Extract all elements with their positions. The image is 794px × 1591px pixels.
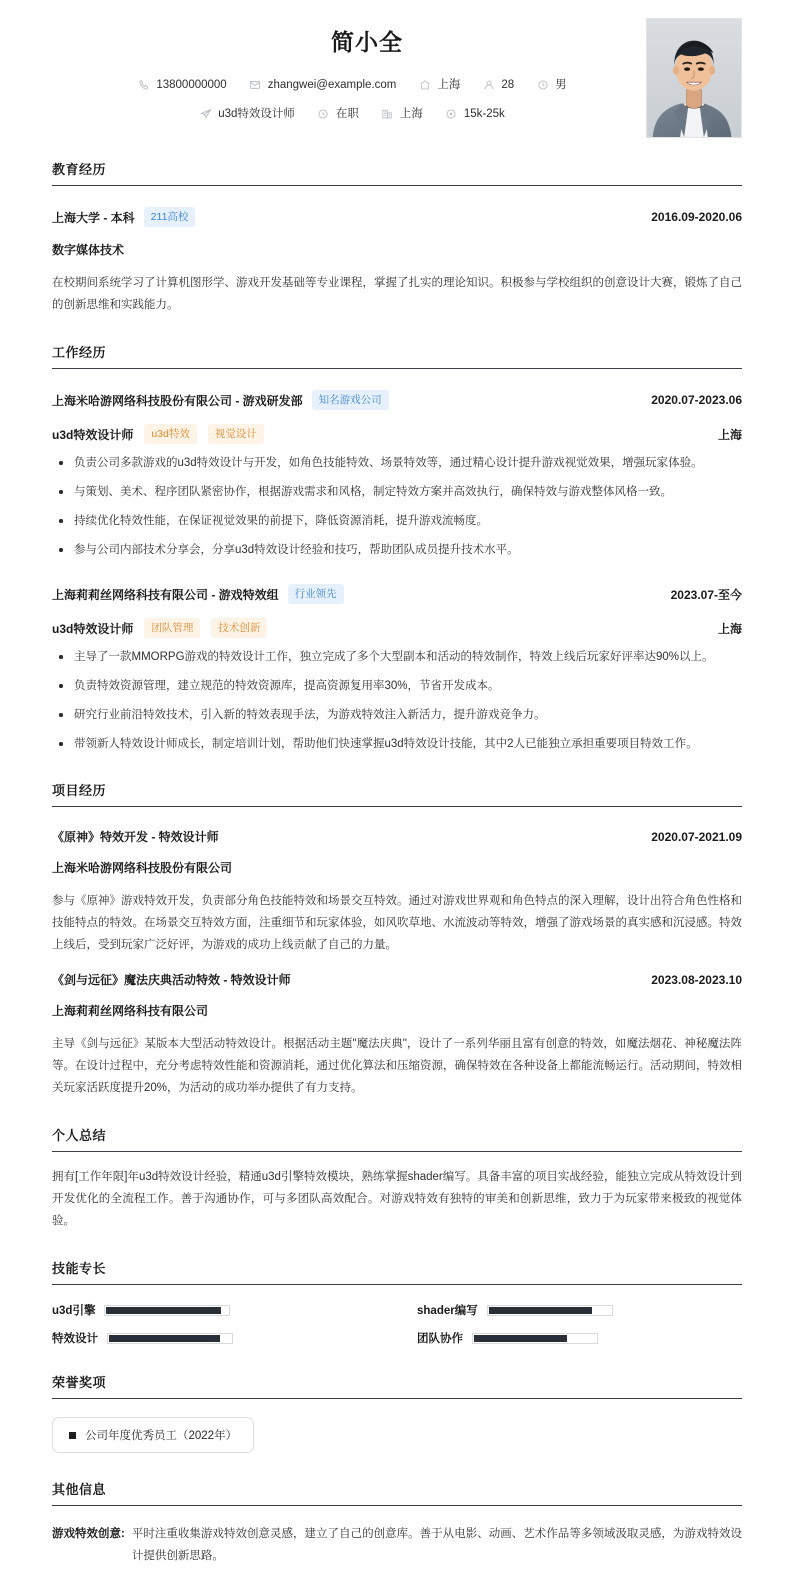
- work-entry-head-left: [52, 390, 389, 410]
- list-item: 带领新人特效设计师成长，制定培训计划，帮助他们快速掌握u3d特效设计技能，其中2人已能独立承担重要项目特效工作。: [52, 734, 742, 754]
- work-bullets: [52, 647, 742, 754]
- contact-line-primary: [52, 75, 652, 95]
- skill-name: 特效设计: [52, 1333, 98, 1345]
- home-icon: [418, 79, 431, 92]
- contact-city: [418, 75, 460, 95]
- work-entry: [52, 375, 742, 560]
- section-title-summary: 个人总结: [52, 1125, 742, 1152]
- section-summary: [0, 1125, 794, 1232]
- work-date: 2023.07-至今: [670, 587, 742, 602]
- skill-row: [417, 1302, 742, 1318]
- contact-status-value: 在职: [335, 108, 359, 120]
- skills-grid: [52, 1302, 742, 1346]
- education-entry-head-left: [52, 207, 195, 227]
- contact-phone-value: 13800000000: [156, 79, 227, 91]
- list-item: 负责特效资源管理，建立规范的特效资源库，提高资源复用率30%，节省开发成本。: [52, 676, 742, 696]
- list-item: 持续优化特效性能，在保证视觉效果的前提下，降低资源消耗，提升游戏流畅度。: [52, 511, 742, 531]
- education-school: 上海大学 - 本科: [52, 210, 135, 225]
- work-date: 2020.07-2023.06: [651, 393, 742, 407]
- project-entry: [52, 956, 742, 1099]
- list-item: 主导了一款MMORPG游戏的特效设计工作，独立完成了多个大型副本和活动的特效制作，特效上线后玩家好评率达90%以上。: [52, 647, 742, 667]
- section-title-other: 其他信息: [52, 1479, 742, 1506]
- contact-status: [317, 104, 359, 124]
- skill-progress-track: [104, 1305, 230, 1316]
- project-entry-head-left: [52, 828, 219, 845]
- contact-phone: [137, 75, 226, 95]
- work-entry-head-left: [52, 584, 344, 604]
- section-education: [0, 159, 794, 316]
- phone-icon: [137, 79, 150, 92]
- contact-salary-value: 15k-25k: [463, 108, 505, 120]
- list-item: 参与公司内部技术分享会，分享u3d特效设计经验和技巧，帮助团队成员提升技术水平。: [52, 540, 742, 560]
- project-name: 《剑与远征》魔法庆典活动特效 - 特效设计师: [52, 973, 291, 987]
- contact-line-secondary: [52, 104, 652, 124]
- contact-gender: [536, 75, 567, 95]
- list-item: 与策划、美术、程序团队紧密协作，根据游戏需求和风格，制定特效方案并高效执行，确保特效与游戏整体风格一致。: [52, 482, 742, 502]
- contact-position: [199, 104, 295, 124]
- project-company: 上海米哈游网络科技股份有限公司: [52, 861, 233, 875]
- awards-list: [52, 1417, 742, 1453]
- contact-work-city: [381, 104, 423, 124]
- skill-progress-track: [487, 1305, 613, 1316]
- contact-block: [52, 75, 742, 124]
- education-description: 在校期间系统学习了计算机图形学、游戏开发基础等专业课程，掌握了扎实的理论知识。积极参与学校组织的创意设计大赛，锻炼了自己的创新思维和实践能力。: [52, 277, 742, 311]
- salary-icon: [445, 108, 458, 121]
- project-entry: [52, 813, 742, 956]
- section-skills: [0, 1258, 794, 1346]
- project-entry-head-left: [52, 971, 291, 988]
- work-entry: [52, 569, 742, 754]
- work-company: 上海莉莉丝网络科技有限公司 - 游戏特效组: [52, 587, 279, 602]
- work-role: u3d特效设计师: [52, 621, 134, 636]
- contact-city-value: 上海: [437, 79, 461, 91]
- other-info-text: 平时注重收集游戏特效创意灵感，建立了自己的创意库。善于从电影、动画、艺术作品等多领域汲取灵感，为游戏特效设计提供创新思路。: [131, 1528, 742, 1562]
- award-label: 公司年度优秀员工（2022年）: [85, 1430, 238, 1442]
- section-title-education: 教育经历: [52, 159, 742, 186]
- work-role-left: [52, 618, 267, 638]
- contact-age-value: 28: [501, 79, 515, 91]
- other-info-label: 游戏特效创意:: [52, 1528, 125, 1540]
- contact-position-value: u3d特效设计师: [218, 108, 295, 120]
- work-location: 上海: [717, 427, 742, 442]
- skill-progress-fill: [106, 1307, 221, 1314]
- skill-row: [52, 1330, 377, 1346]
- work-company-tag: 知名游戏公司: [312, 390, 389, 410]
- section-title-skills: 技能专长: [52, 1258, 742, 1285]
- page-title: 简小全: [331, 29, 403, 55]
- skill-name: u3d引擎: [52, 1305, 96, 1317]
- section-work: [0, 342, 794, 754]
- section-title-project: 项目经历: [52, 780, 742, 807]
- project-date: 2020.07-2021.09: [651, 829, 742, 844]
- education-major: 数字媒体技术: [52, 243, 125, 257]
- education-tag: 211高校: [144, 207, 196, 227]
- section-project: [0, 780, 794, 1099]
- square-bullet-icon: [69, 1432, 76, 1439]
- work-role-row: [52, 618, 742, 638]
- other-info-row: [52, 1523, 742, 1567]
- building-icon: [381, 108, 394, 121]
- education-date: 2016.09-2020.06: [651, 210, 742, 224]
- project-entry-head: [52, 828, 742, 845]
- send-icon: [199, 108, 212, 121]
- project-date: 2023.08-2023.10: [651, 972, 742, 987]
- contact-work-city-value: 上海: [399, 108, 423, 120]
- status-icon: [317, 108, 330, 121]
- contact-email: [249, 75, 397, 95]
- skill-progress-track: [472, 1333, 598, 1344]
- work-bullets: [52, 453, 742, 560]
- page-bottom-spacer: [0, 1567, 794, 1591]
- contact-email-value: zhangwei@example.com: [267, 79, 397, 91]
- work-company-tag: 行业领先: [288, 584, 344, 604]
- section-title-awards: 荣誉奖项: [52, 1372, 742, 1399]
- skill-progress-fill: [109, 1335, 220, 1342]
- gender-icon: [536, 79, 549, 92]
- education-entry-head: [52, 207, 742, 227]
- section-title-work: 工作经历: [52, 342, 742, 369]
- resume-header: [0, 0, 794, 159]
- education-entry: [52, 192, 742, 316]
- section-awards: [0, 1372, 794, 1453]
- work-role-left: [52, 424, 264, 444]
- work-entry-head: [52, 390, 742, 410]
- skill-name: 团队协作: [417, 1333, 463, 1345]
- contact-gender-value: 男: [555, 79, 567, 91]
- skill-name: shader编写: [417, 1305, 478, 1317]
- work-entry-head: [52, 584, 742, 604]
- contact-age: [482, 75, 514, 95]
- project-entry-head: [52, 971, 742, 988]
- summary-text: 拥有[工作年限]年u3d特效设计经验，精通u3d引擎特效模块，熟练掌握shader编写。具备丰富的项目实战经验，能独立完成从特效设计到开发优化的全流程工作。善于沟通协作，可与多团队高效配合。对游戏特效有独特的审美和创新思维，致力于为玩家带来极致的视觉体验。: [52, 1171, 742, 1227]
- skill-progress-fill: [474, 1335, 567, 1342]
- work-location: 上海: [717, 621, 742, 636]
- avatar: [646, 18, 742, 138]
- project-description: 主导《剑与远征》某版本大型活动特效设计。根据活动主题"魔法庆典"，设计了一系列华丽且富有创意的特效，如魔法烟花、神秘魔法阵等。在设计过程中，充分考虑特效性能和资源消耗，通过优化算法和压缩资源，确保特效在各种设备上都能流畅运行。活动期间，特效相关玩家活跃度提升20%，为活动的成功举办提供了有力支持。: [52, 1038, 742, 1094]
- section-other: [0, 1479, 794, 1567]
- skill-row: [52, 1302, 377, 1318]
- work-role: u3d特效设计师: [52, 427, 134, 442]
- list-item: 研究行业前沿特效技术，引入新的特效表现手法，为游戏特效注入新活力，提升游戏竞争力。: [52, 705, 742, 725]
- work-company: 上海米哈游网络科技股份有限公司 - 游戏研发部: [52, 393, 303, 408]
- work-role-tag: u3d特效: [144, 424, 197, 444]
- skill-progress-fill: [489, 1307, 593, 1314]
- award-badge: [52, 1417, 254, 1453]
- work-role-tag: 技术创新: [211, 618, 267, 638]
- work-role-tag: 视觉设计: [208, 424, 264, 444]
- skill-progress-track: [107, 1333, 233, 1344]
- project-company: 上海莉莉丝网络科技有限公司: [52, 1004, 209, 1018]
- project-name: 《原神》特效开发 - 特效设计师: [52, 830, 219, 844]
- project-description: 参与《原神》游戏特效开发，负责部分角色技能特效和场景交互特效。通过对游戏世界观和角色特点的深入理解，设计出符合角色性格和技能特点的特效。在场景交互特效方面，注重细节和玩家体验，如风吹草地、水流波动等特效，增强了游戏场景的真实感和沉浸感。特效上线后，受到玩家广泛好评，为游戏的成功上线贡献了自己的力量。: [52, 895, 742, 951]
- mail-icon: [249, 79, 262, 92]
- skill-row: [417, 1330, 742, 1346]
- user-icon: [482, 79, 495, 92]
- list-item: 负责公司多款游戏的u3d特效设计与开发，如角色技能特效、场景特效等，通过精心设计提升游戏视觉效果，增强玩家体验。: [52, 453, 742, 473]
- work-role-row: [52, 424, 742, 444]
- work-role-tag: 团队管理: [144, 618, 200, 638]
- contact-salary: [445, 104, 505, 124]
